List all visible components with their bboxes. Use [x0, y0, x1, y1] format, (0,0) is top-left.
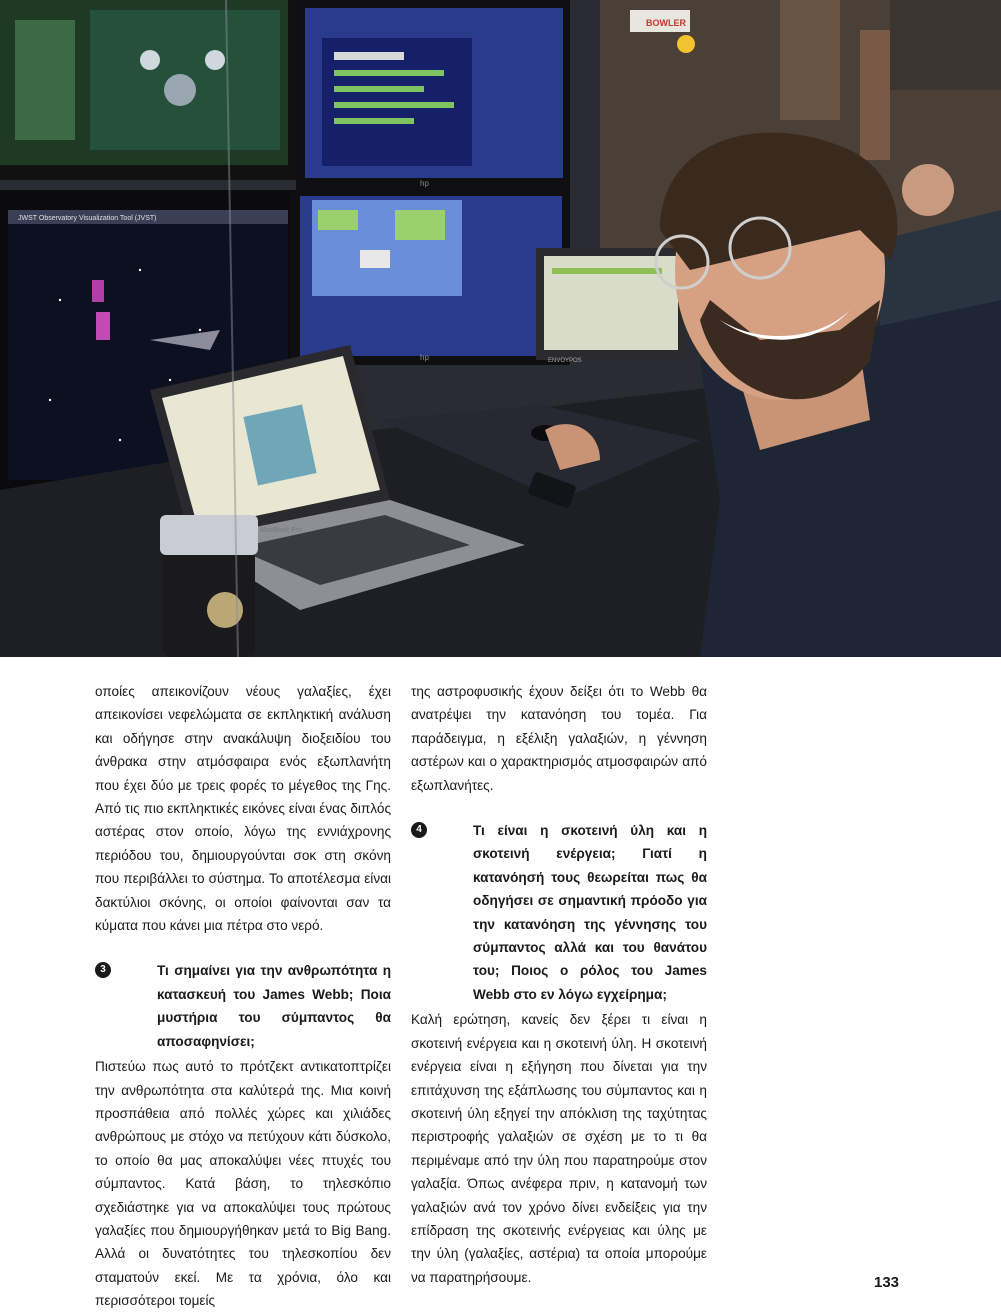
question-4-text: Τι είναι η σκοτεινή ύλη και η σκοτεινή ενέργεια; Γιατί η κατανόησή τους θεωρείται πως θα οδηγήσει σε σημαντική πρόοδο για την κατανόηση της γέννησης του σύμπαντος αλλά και του θανάτου του; Ποιος ο ρόλος του James Webb στο εν λόγω εγχείρημα;	[473, 823, 707, 1002]
bowler-tag: BOWLER	[646, 18, 686, 28]
question-number-3: 3	[95, 962, 111, 978]
top-middle-monitor	[296, 0, 570, 190]
jvst-title: JWST Observatory Visualization Tool (JVST)	[18, 215, 157, 222]
tumbler-cup	[160, 515, 258, 657]
question-number-4: 4	[411, 822, 427, 838]
hp-brand-bottom: hp	[420, 353, 429, 362]
question-3-text: Τι σημαίνει για την ανθρωπότητα η κατασκευή του James Webb; Ποια μυστήρια του σύμπαντος θα αποσαφηνίσει;	[157, 963, 391, 1049]
hp-brand-top: hp	[420, 179, 429, 188]
page-number: 133	[874, 1274, 900, 1291]
left-paragraph-2: Πιστεύω πως αυτό το πρότζεκτ αντικατοπτρίζει την ανθρωπότητα στα καλύτερά της. Μια κοινή προσπάθεια από πολλές χώρες και χιλιάδες ανθρώπους με στόχο να πετύχουν κάτι δύσκολο, το οποίο θα μας αποκαλύψει νέες πτυχές του σύμπαντος. Κατά βάση, το τηλεσκόπιο σχεδιάστηκε για να αποκαλύψει τους πρώτους γαλαξίες που δημιουργήθηκαν μετά το Big Bang. Αλλά οι δυνατότητες του τηλεσκοπίου δεν σταματούν εκεί. Με τα χρόνια, όλο και περισσότεροι τομείς	[95, 1059, 391, 1309]
left-paragraph-1: οποίες απεικονίζουν νέους γαλαξίες, έχει απεικονίσει νεφελώματα σε εκπληκτική ανάλυση και οδήγησε στην ανακάλυψη διοξειδίου του άνθρακα στην ατμόσφαιρα ενός εξωπλανήτη που έχει δύο με τρεις φορές το μέγεθος της Γης. Από τις πιο εκπληκτικές εικόνες είναι ένας διπλός αστέρας στον οποίο, λόγω της εννιάχρονης περιόδου του, δημιουργούνται σοκ στη σκόνη που περιβάλλει το σύστημα. Το αποτέλεσμα είναι δακτύλιοι σκόνης, οι οποίοι φαίνονται σαν τα κύματα που κάνει μια πέτρα στο νερό.	[95, 684, 391, 934]
touch-screen	[536, 248, 686, 364]
question-3	[95, 959, 391, 1053]
right-column	[411, 680, 707, 1289]
top-left-monitor	[0, 0, 296, 180]
right-paragraph-2: Καλή ερώτηση, κανείς δεν ξέρει τι είναι η σκοτεινή ενέργεια και η σκοτεινή ύλη. Η σκοτεινή ενέργεια είναι η εξήγηση που δίνεται για την επιτάχυνση της εξάπλωσης του σύμπαντος και η σκοτεινή ύλη εξηγεί την απόκλιση της ταχύτητας περιστροφής γαλαξιών σε σχέση με το τι θα περιμέναμε από την ύλη που παρατηρούμε στον γαλαξία. Όπως ανέφερα πριν, η κατανομή των γαλαξιών ανά τον χρόνο δίνει ενδείξεις για την επίδραση της σκοτεινής ενέργειας και ύλης με την ύλη (γαλαξίες, αστέρια) τα οποία μπορούμε να παρατηρήσουμε.	[411, 1012, 707, 1285]
question-4	[411, 819, 707, 1006]
left-column	[95, 680, 391, 1313]
laptop-brand: MacBook Pro	[260, 527, 303, 534]
schematic-monitor	[290, 190, 570, 365]
screen-brand: ENVOYPOS	[548, 358, 582, 364]
right-paragraph-1: της αστροφυσικής έχουν δείξει ότι το Webb θα ανατρέψει την κατανόηση του τομέα. Για παράδειγμα, η εξέλιξη γαλαξιών, η γέννηση αστέρων και ο χαρακτηρισμός ατμοσφαιρών από εξωπλανήτες.	[411, 684, 707, 793]
